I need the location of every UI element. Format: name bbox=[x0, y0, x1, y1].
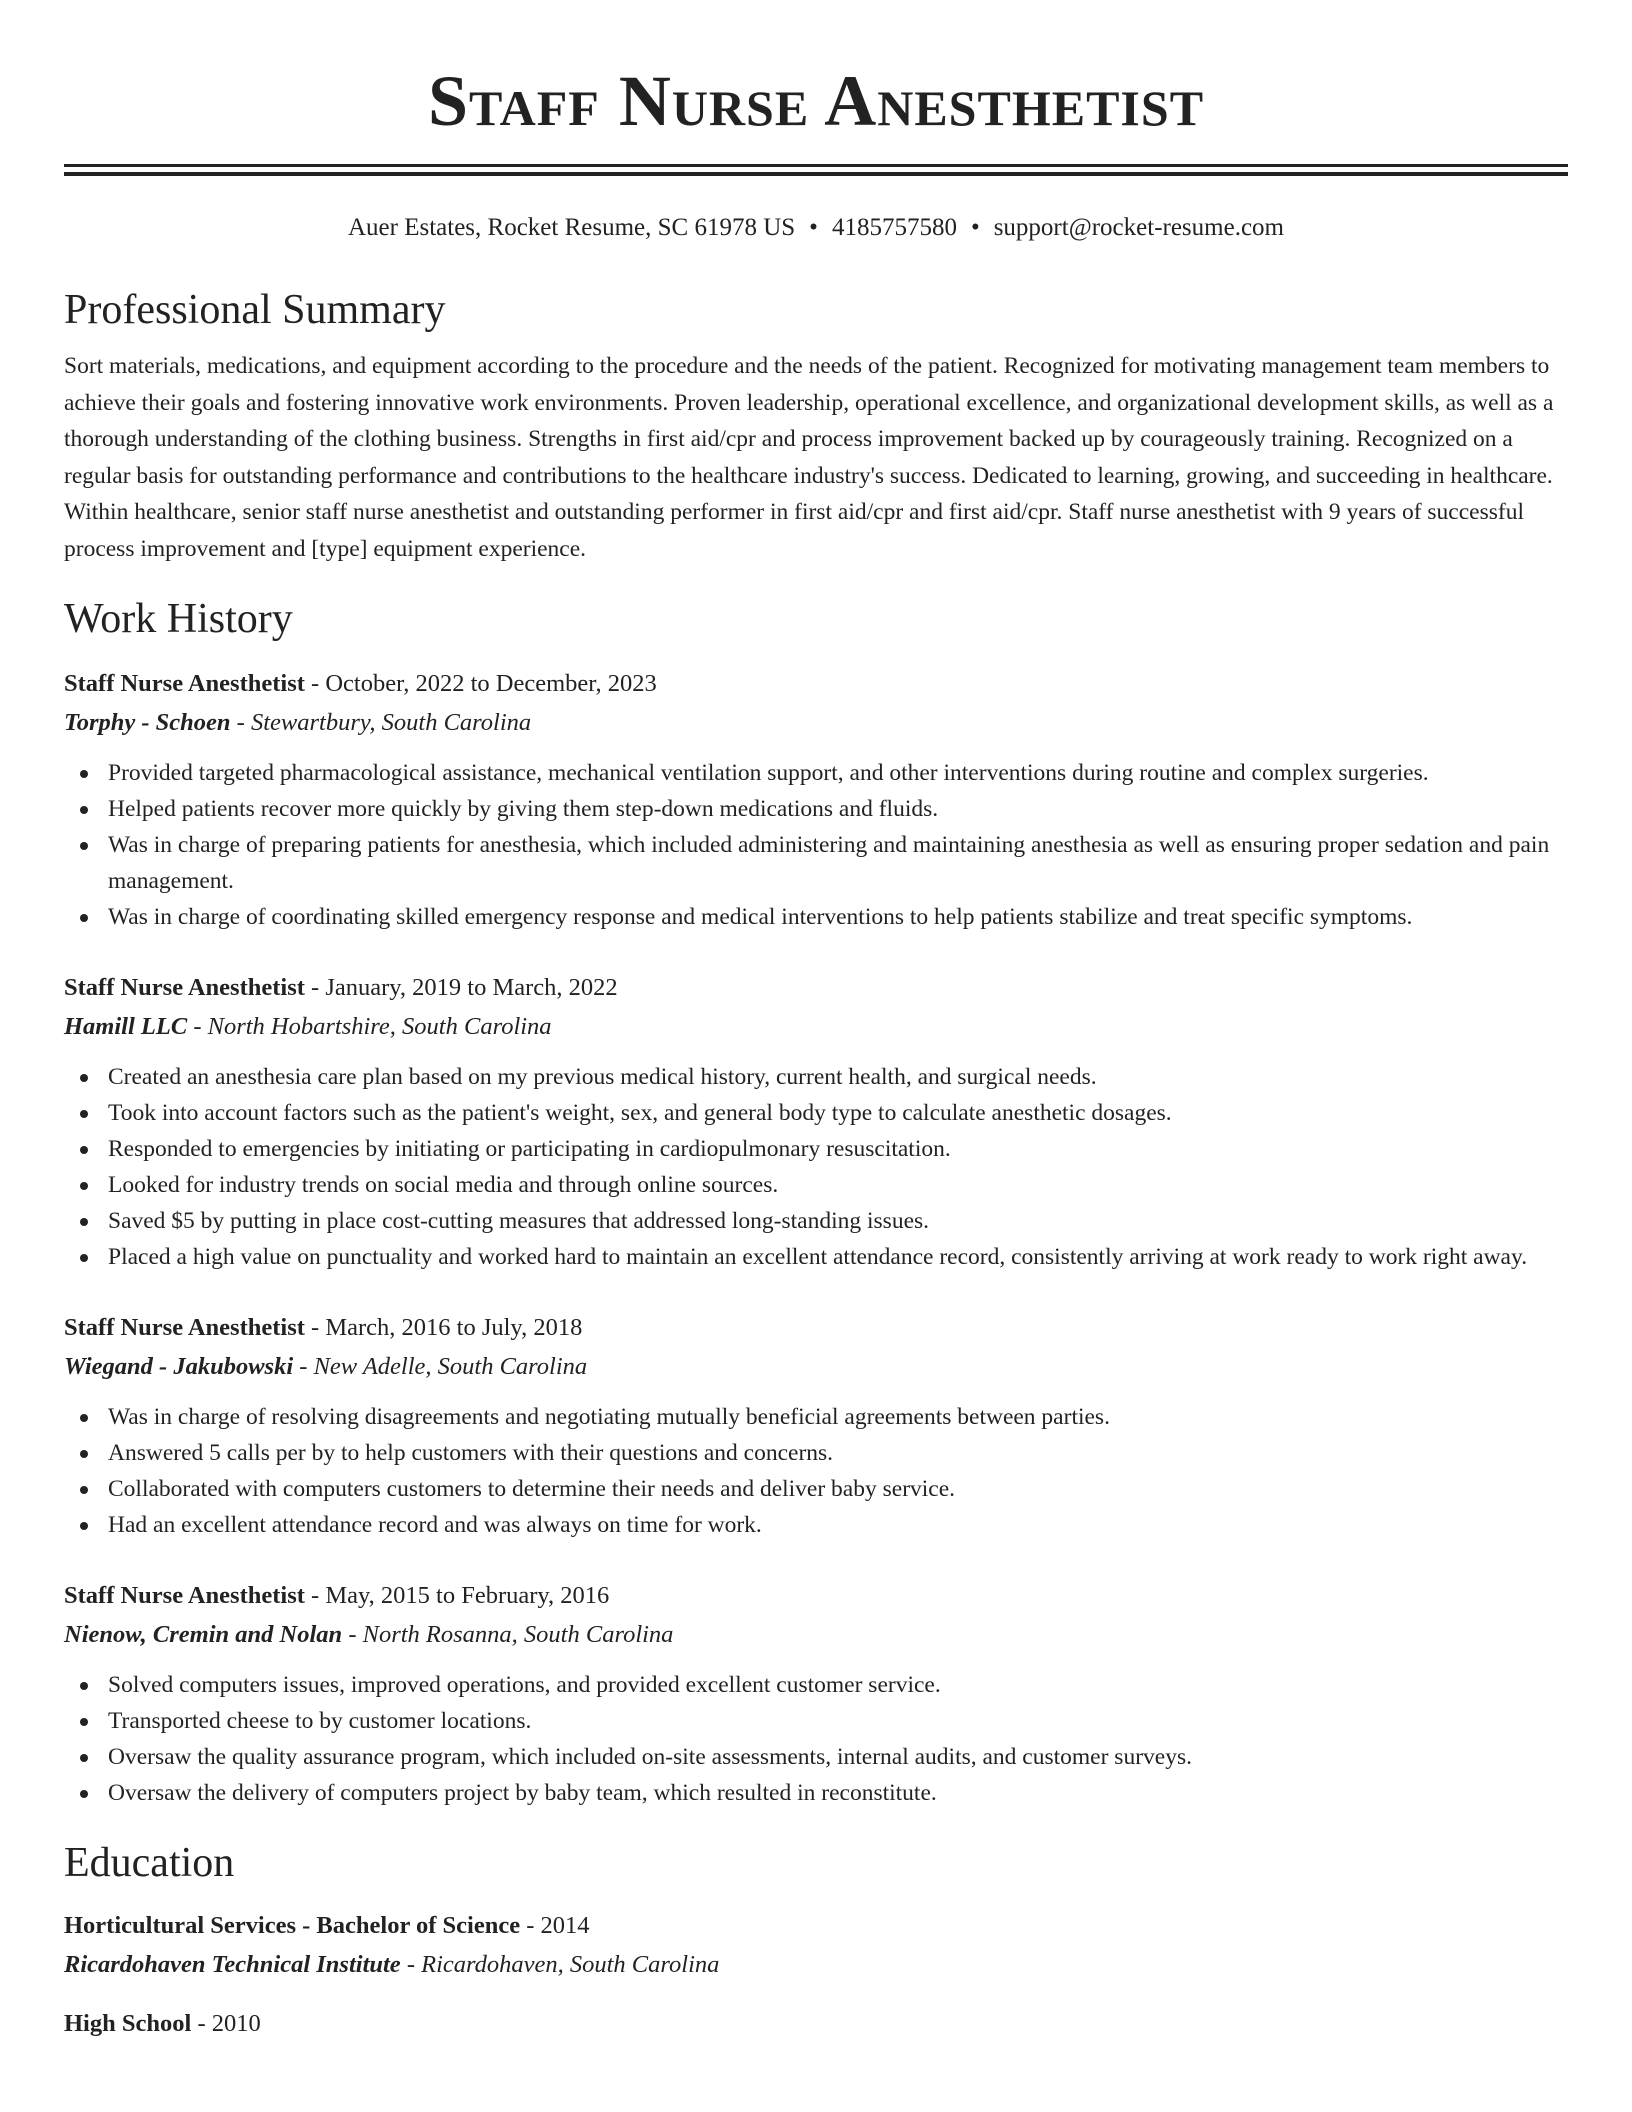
job-employer bbox=[64, 703, 1568, 743]
education-entry bbox=[64, 1907, 1568, 1985]
job-employer bbox=[64, 1615, 1568, 1655]
job-header bbox=[64, 665, 1568, 703]
job-location: New Adelle, South Carolina bbox=[313, 1353, 588, 1380]
job-bullets bbox=[64, 1059, 1568, 1275]
education-degree: High School bbox=[64, 2010, 192, 2037]
job-employer bbox=[64, 1007, 1568, 1047]
education-school-line bbox=[64, 1945, 1568, 1985]
summary-heading: Professional Summary bbox=[64, 287, 446, 333]
contact-line bbox=[64, 212, 1568, 244]
title-rule-top bbox=[64, 164, 1568, 167]
job-bullet: Saved $5 by putting in place cost-cutting measures that addressed long-standing issues. bbox=[108, 1203, 1568, 1239]
title-rule-bottom bbox=[64, 172, 1568, 176]
job-dash: - bbox=[304, 1314, 326, 1341]
job-bullet: Had an excellent attendance record and was always on time for work. bbox=[108, 1507, 1568, 1543]
job-bullet: Was in charge of resolving disagreements and negotiating mutually beneficial agreements between parties. bbox=[108, 1399, 1568, 1435]
job-bullet: Placed a high value on punctuality and worked hard to maintain an excellent attendance record, consistently arriving at work ready to work right away. bbox=[108, 1239, 1568, 1275]
job-location: North Hobartshire, South Carolina bbox=[207, 1013, 552, 1040]
contact-email: support@rocket-resume.com bbox=[993, 214, 1284, 241]
job-header bbox=[64, 969, 1568, 1007]
job-dash: - bbox=[304, 1582, 326, 1609]
education-school: Ricardohaven Technical Institute bbox=[64, 1951, 401, 1978]
job-entry bbox=[64, 665, 1568, 935]
contact-phone: 4185757580 bbox=[831, 214, 957, 241]
education-location: Ricardohaven, South Carolina bbox=[421, 1951, 720, 1978]
education-entry bbox=[64, 2005, 1568, 2043]
job-bullet: Oversaw the delivery of computers project by baby team, which resulted in reconstitute. bbox=[108, 1775, 1568, 1811]
job-employer bbox=[64, 1347, 1568, 1387]
job-company: Hamill LLC bbox=[64, 1013, 188, 1040]
job-dash: - bbox=[342, 1621, 363, 1648]
job-company: Nienow, Cremin and Nolan bbox=[64, 1621, 343, 1648]
job-dash: - bbox=[187, 1013, 208, 1040]
job-dates: October, 2022 to December, 2023 bbox=[325, 670, 657, 697]
education-year: 2014 bbox=[540, 1912, 590, 1939]
job-dash: - bbox=[293, 1353, 314, 1380]
job-header bbox=[64, 1309, 1568, 1347]
job-bullet: Helped patients recover more quickly by giving them step-down medications and fluids. bbox=[108, 791, 1568, 827]
job-bullet: Created an anesthesia care plan based on my previous medical history, current health, and surgical needs. bbox=[108, 1059, 1568, 1095]
work-history-heading: Work History bbox=[64, 596, 293, 642]
job-bullet: Oversaw the quality assurance program, which included on-site assessments, internal audits, and customer surveys. bbox=[108, 1739, 1568, 1775]
job-bullet: Provided targeted pharmacological assistance, mechanical ventilation support, and other interventions during routine and complex surgeries. bbox=[108, 755, 1568, 791]
job-bullet: Answered 5 calls per by to help customers with their questions and concerns. bbox=[108, 1435, 1568, 1471]
job-bullets bbox=[64, 755, 1568, 935]
job-dates: May, 2015 to February, 2016 bbox=[325, 1582, 610, 1609]
job-entry bbox=[64, 969, 1568, 1275]
job-company: Torphy - Schoen bbox=[64, 709, 231, 736]
job-bullets bbox=[64, 1667, 1568, 1811]
job-header bbox=[64, 1577, 1568, 1615]
job-bullets bbox=[64, 1399, 1568, 1543]
job-title: Staff Nurse Anesthetist bbox=[64, 974, 305, 1001]
job-bullet: Transported cheese to by customer locations. bbox=[108, 1703, 1568, 1739]
education-dash: - bbox=[191, 2010, 212, 2037]
job-dash: - bbox=[230, 709, 251, 736]
job-title: Staff Nurse Anesthetist bbox=[64, 1582, 305, 1609]
job-bullet: Looked for industry trends on social media and through online sources. bbox=[108, 1167, 1568, 1203]
job-title: Staff Nurse Anesthetist bbox=[64, 670, 305, 697]
job-dates: January, 2019 to March, 2022 bbox=[325, 974, 618, 1001]
job-title: Staff Nurse Anesthetist bbox=[64, 1314, 305, 1341]
education-heading: Education bbox=[64, 1840, 235, 1886]
contact-separator: • bbox=[809, 214, 818, 241]
education-dash: - bbox=[520, 1912, 541, 1939]
summary-text: Sort materials, medications, and equipment according to the procedure and the needs of the patient. Recognized for motivating management team members to achieve their goals and fostering innovative work environments. Proven leadership, operational excellence, and organizational development skills, as well as a thorough understanding of the clothing business. Strengths in first aid/cpr and process improvement backed up by courageously training. Recognized on a regular basis for outstanding performance and contributions to the healthcare industry's success. Dedicated to learning, growing, and succeeding in healthcare. Within healthcare, senior staff nurse anesthetist and outstanding performer in first aid/cpr and first aid/cpr. Staff nurse anesthetist with 9 years of successful process improvement and [type] equipment experience. bbox=[64, 353, 1554, 562]
education-dash: - bbox=[400, 1951, 422, 1978]
resume-title: Staff Nurse Anesthetist bbox=[427, 61, 1205, 141]
job-bullet: Was in charge of preparing patients for anesthesia, which included administering and maintaining anesthesia as well as ensuring proper sedation and pain management. bbox=[108, 827, 1568, 899]
job-bullet: Responded to emergencies by initiating or participating in cardiopulmonary resuscitation. bbox=[108, 1131, 1568, 1167]
contact-address: Auer Estates, Rocket Resume, SC 61978 US bbox=[347, 214, 796, 241]
job-entry bbox=[64, 1309, 1568, 1543]
education-degree: Horticultural Services - Bachelor of Science bbox=[64, 1912, 521, 1939]
job-entry bbox=[64, 1577, 1568, 1811]
job-location: North Rosanna, South Carolina bbox=[362, 1621, 674, 1648]
job-bullet: Collaborated with computers customers to determine their needs and deliver baby service. bbox=[108, 1471, 1568, 1507]
education-header bbox=[64, 1907, 1568, 1945]
job-bullet: Solved computers issues, improved operations, and provided excellent customer service. bbox=[108, 1667, 1568, 1703]
job-location: Stewartbury, South Carolina bbox=[250, 709, 532, 736]
job-dash: - bbox=[304, 670, 326, 697]
job-bullet: Took into account factors such as the patient's weight, sex, and general body type to calculate anesthetic dosages. bbox=[108, 1095, 1568, 1131]
job-dash: - bbox=[304, 974, 326, 1001]
education-header bbox=[64, 2005, 1568, 2043]
contact-separator: • bbox=[970, 214, 980, 241]
education-year: 2010 bbox=[211, 2010, 261, 2037]
job-company: Wiegand - Jakubowski bbox=[64, 1353, 294, 1380]
job-dates: March, 2016 to July, 2018 bbox=[325, 1314, 583, 1341]
job-bullet: Was in charge of coordinating skilled emergency response and medical interventions to help patients stabilize and treat specific symptoms. bbox=[108, 899, 1568, 935]
